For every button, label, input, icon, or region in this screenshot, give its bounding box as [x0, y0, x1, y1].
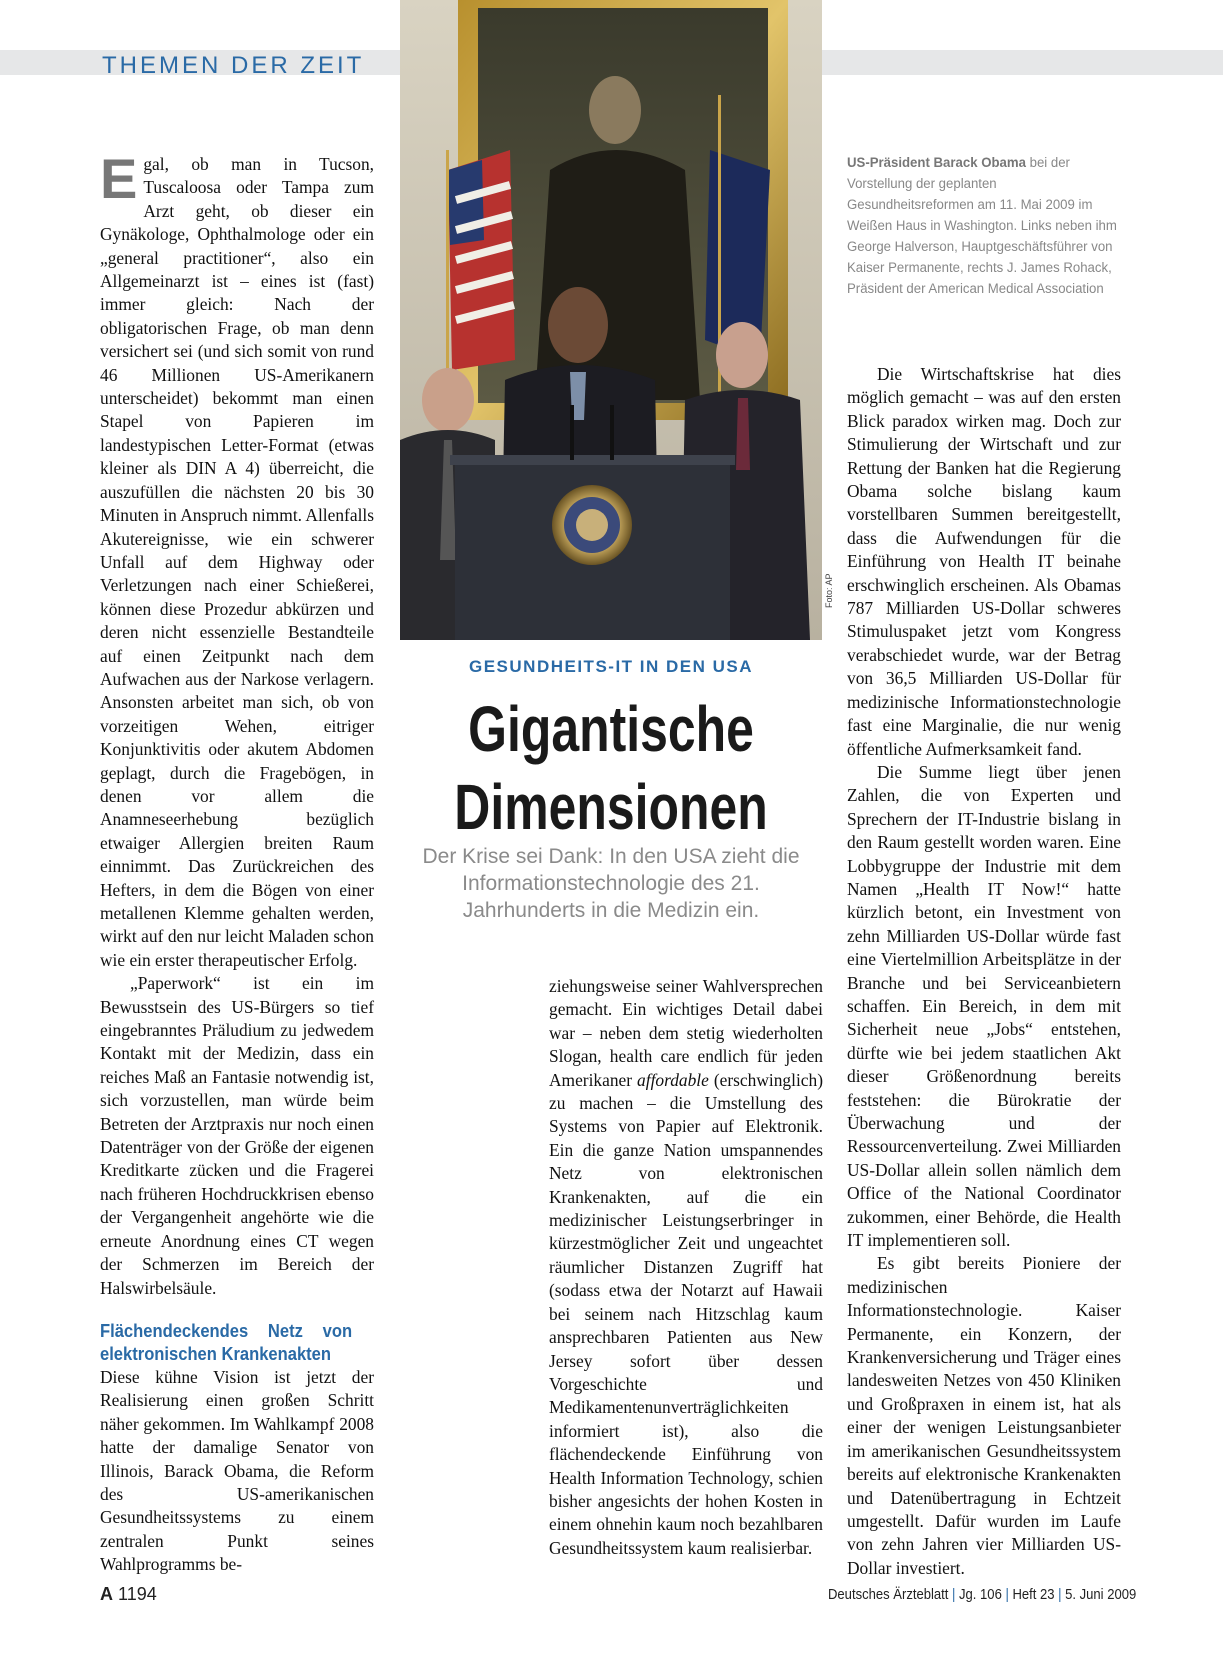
footer-separator: | [1058, 1587, 1062, 1603]
page-number [100, 1584, 157, 1605]
journal-info [828, 1587, 1136, 1603]
headline-line-1: Gigantische [468, 693, 754, 765]
column-1 [100, 147, 374, 1577]
headline-line-2: Dimensionen [454, 771, 768, 843]
page-number-value: 1194 [118, 1584, 157, 1604]
journal-issue: Heft 23 [1012, 1587, 1055, 1603]
journal-volume: Jg. 106 [959, 1587, 1002, 1603]
paragraph-pioneers: Es gibt bereits Pioniere der medizinischen Informationstechnologie. Kaiser Permanente, ein Konzern, der Krankenversicherung und Träger eines landesweiten Netzes von 450 Kliniken und Großpraxen in einem ist, hat als einer der wenigen Leistungsanbieter im amerikanischen Gesundheitssystem bereits auf elektronische Krankenakten und Datenübertragung in Echtzeit umgestellt. Dafür wurden im Laufe von zehn Jahren vier Milliarden US-Dollar investiert. [847, 1253, 1121, 1578]
paragraph-sum: Die Summe liegt über jenen Zahlen, die von Experten und Sprechern der IT-Industrie bislang in den Raum gestellt worden waren. Eine Lobbygruppe der Industrie mit dem Namen „Health IT Now!“ hatte kürzlich betont, ein Investment von zehn Milliarden US-Dollar würde fast eine Viertelmillion Arbeitsplätze in der Branche und bei Serviceanbietern schaffen. Ein Bereich, in dem mit Sicherheit neue „Jobs“ entstehen, dürfte wie bei jedem staatlichen Akt dieser Größenordnung bereits feststehen: die Bürokratie der Überwachung und der Ressourcenverteilung. Zwei Milliarden US-Dollar allein sollen nämlich dem Office of the National Coordinator zukommen, einer Behörde, die Health IT implementieren soll. [847, 761, 1121, 1251]
photo-illustration [400, 0, 822, 640]
journal-name: Deutsches Ärzteblatt [828, 1587, 949, 1603]
caption-text: bei der Vorstellung der geplanten Gesundheitsreformen am 11. Mai 2009 im Weißen Haus in Washington. Links neben ihm George Halverson, Hauptgeschäftsführer von Kaiser Permanente, rechts J. James Rohack, Präsident der American Medical Association [847, 155, 1117, 297]
footer-separator: | [1005, 1587, 1009, 1603]
column-3 [847, 363, 1121, 1580]
article-standfirst: Der Krise sei Dank: In den USA zieht die Informationstechnologie des 21. Jahrhunderts in die Medizin ein. [422, 845, 800, 922]
paragraph-paperwork: „Paperwork“ ist ein im Bewusstsein des US-Bürgers so tief eingebranntes Präludium zu jedwedem Kontakt mit der Medizin, dass ein reiches Maß an Fantasie notwendig ist, sich vorzustellen, man würde beim Betreten der Arztpraxis nur noch einen Datenträger von der Größe der eigenen Kreditkarte zücken und die Fragerei nach früheren Hochdruckkrisen ebenso der Vergangenheit angehörte wie die erneute Anordnung eines CT wegen der Schmerzen im Bereich der Halswirbelsäule. [100, 973, 374, 1298]
photo-credit: Foto: AP [824, 573, 834, 608]
paragraph-crisis: Die Wirtschaftskrise hat dies möglich gemacht – was auf den ersten Blick paradox wirken mag. Doch zur Stimulierung der Wirtschaft und zur Rettung der Banken hat die Regierung Obama solche bislang kaum vorstellbaren Summen bereitgestellt, dass die Aufwendungen für die Einführung von Health IT beinahe erschwinglich erscheinen. Als Obamas 787 Milliarden US-Dollar schweres Stimuluspaket jetzt vom Kongress verabschiedet wurde, war der Betrag von 36,5 Milliarden US-Dollar für medizinische Informationstechnologie fast eine Marginalie, die nur wenig öffentliche Aufmerksamkeit fand. [847, 364, 1121, 759]
journal-date: 5. Juni 2009 [1065, 1587, 1137, 1603]
page-prefix: A [100, 1584, 113, 1604]
footer-separator: | [952, 1587, 956, 1603]
italic-term: affordable [637, 1069, 709, 1090]
photo-caption [847, 153, 1126, 300]
paragraph-intro-text: gal, ob man in Tucson, Tuscaloosa oder Tampa zum Arzt geht, ob dieser ein Gynäkologe, Ophthalmologe oder ein „general practitioner“, also ein Allgemeinarzt ist – eines ist (fast) immer gleich: Nach der obligatorischen Frage, ob man denn versichert sei (und sich somit von rund 46 Millionen US-Amerikanern unterscheidet) bekommt man einen Stapel von Papieren im landestypischen Letter-Format (etwas kleiner als DIN A 4) überreicht, die auszufüllen die nächsten 20 bis 30 Minuten in Anspruch nimmt. Allenfalls Akutereignisse, wie ein schwerer Unfall auf dem Highway oder Verletzungen nach einer Schießerei, können diese Prozedur abkürzen und deren nicht essenzielle Bestandteile auf einen Zeitpunkt nach dem Aufwachen aus der Narkose verlagern. Ansonsten arbeitet man sich, ob von vorzeitigen Wehen, eitriger Konjunktivitis oder akutem Abdomen geplagt, durch die Fragebögen, in denen vor allem die Anamneseerhebung bezüglich etwaiger Allergien breiten Raum einnimmt. Das Zurückreichen des Hefters, in dem die Bögen von einer metallenen Klemme gehalten werden, wirkt auf den nur leicht Maladen schon wie ein erster therapeutischer Erfolg. [100, 154, 374, 970]
column-2 [549, 975, 823, 1560]
paragraph-continued-a: ziehungsweise seiner Wahlversprechen gemacht. Ein wichtiges Detail dabei war – neben dem stetig wiederholten Slogan, health care endlich für jeden Amerikaner [549, 976, 823, 1090]
drop-cap: E [100, 147, 138, 210]
subheading: Flächendeckendes Netz von elektronischen Krankenakten [100, 1320, 353, 1364]
paragraph-vision: Diese kühne Vision ist jetzt der Realisierung einen großen Schritt näher gekommen. Im Wahlkampf 2008 hatte der damalige Senator von Illinois, Barack Obama, die Reform des US-amerikanischen Gesundheitssystems zu einem zentralen Punkt seines Wahlprogramms be- [100, 1366, 374, 1575]
section-title: THEMEN DER ZEIT [102, 52, 365, 79]
paragraph-continued [549, 975, 823, 1560]
article-kicker: GESUNDHEITS-IT IN DEN USA [468, 657, 754, 676]
caption-lead: US-Präsident Barack Obama [847, 155, 1026, 171]
article-headline [446, 690, 775, 846]
header-bar-right [822, 50, 1223, 75]
paragraph-intro [100, 147, 374, 972]
paragraph-continued-b: (erschwinglich) zu machen – die Umstellung des Systems von Papier auf Elektronik. Ein die ganze Nation umspannendes Netz von elektronischen Krankenakten, auf die ein medizinischer Leistungserbringer in kürzestmöglicher Zeit und ungeachtet räumlicher Distanzen Zugriff hat (sodass etwa der Notarzt auf Hawaii bei seinem nach Hitzschlag kaum ansprechbaren Patienten aus New Jersey sofort über dessen Vorgeschichte und Medikamentenunverträglichkeiten informiert ist), also die flächendeckende Einführung von Health Information Technology, schien bisher angesichts der hohen Kosten in einem ohnehin kaum noch bezahlbaren Gesundheitssystem kaum realisierbar. [549, 1069, 823, 1558]
article-photo [400, 0, 822, 640]
